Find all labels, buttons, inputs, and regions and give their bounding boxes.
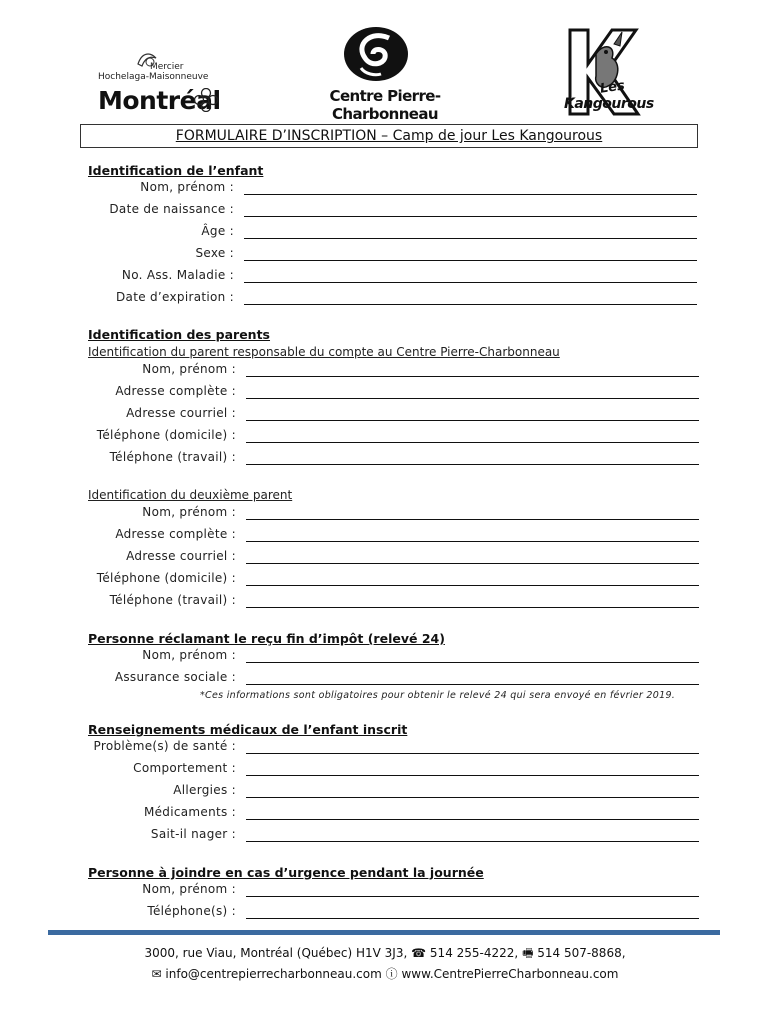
field-label: Téléphone (domicile) : bbox=[96, 571, 236, 585]
centre-logo bbox=[305, 24, 465, 124]
field-label: Nom, prénom : bbox=[142, 882, 236, 896]
field-label: Comportement : bbox=[133, 761, 236, 775]
info-icon: ⓘ bbox=[385, 967, 398, 981]
field-label: Assurance sociale : bbox=[114, 670, 236, 684]
field-input-line[interactable] bbox=[246, 819, 699, 820]
field-input-line[interactable] bbox=[246, 585, 699, 586]
form-field-row bbox=[0, 180, 770, 198]
field-label: Médicaments : bbox=[143, 805, 236, 819]
form-field-row bbox=[0, 406, 770, 424]
email-icon: ✉ bbox=[151, 967, 162, 981]
field-input-line[interactable] bbox=[246, 662, 699, 663]
field-input-line[interactable] bbox=[246, 918, 699, 919]
field-input-line[interactable] bbox=[244, 194, 697, 195]
section-heading-urgence: Personne à joindre en cas d’urgence pendant la journée bbox=[88, 865, 484, 880]
field-label: Adresse courriel : bbox=[126, 549, 236, 563]
field-label: Nom, prénom : bbox=[142, 362, 236, 376]
field-label: No. Ass. Maladie : bbox=[121, 268, 234, 282]
field-input-line[interactable] bbox=[244, 282, 697, 283]
field-label: Téléphone (travail) : bbox=[109, 593, 236, 607]
montreal-name: Montréal bbox=[98, 86, 221, 115]
field-input-line[interactable] bbox=[244, 260, 697, 261]
form-field-row bbox=[0, 268, 770, 286]
kangourous-line2: Kangourous bbox=[564, 96, 654, 112]
fax-icon: 🖷 bbox=[522, 946, 534, 960]
footer bbox=[0, 943, 770, 985]
footer-line2 bbox=[0, 964, 770, 985]
form-field-row bbox=[0, 739, 770, 757]
footer-email[interactable]: info@centrepierrecharbonneau.com bbox=[165, 967, 382, 981]
footer-bar bbox=[48, 930, 720, 935]
kangourous-line1: Les bbox=[599, 78, 626, 97]
field-input-line[interactable] bbox=[246, 841, 699, 842]
centre-swirl-icon bbox=[341, 24, 411, 84]
montreal-logo bbox=[98, 48, 223, 118]
impot-note: *Ces informations sont obligatoires pour obtenir le relevé 24 qui sera envoyé en février 2019. bbox=[200, 690, 676, 701]
field-label: Adresse complète : bbox=[115, 384, 236, 398]
centre-name: Centre Pierre-Charbonneau bbox=[329, 87, 441, 123]
footer-address: 3000, rue Viau, Montréal (Québec) H1V 3J3, bbox=[144, 946, 408, 960]
parent1-heading: Identification du parent responsable du compte au Centre Pierre-Charbonneau bbox=[88, 345, 560, 359]
field-input-line[interactable] bbox=[246, 896, 699, 897]
form-field-row bbox=[0, 202, 770, 220]
form-field-row bbox=[0, 450, 770, 468]
form-field-row bbox=[0, 593, 770, 611]
section-heading-impot: Personne réclamant le reçu fin d’impôt (relevé 24) bbox=[88, 631, 445, 646]
field-label: Téléphone (travail) : bbox=[109, 450, 236, 464]
field-input-line[interactable] bbox=[246, 519, 699, 520]
form-field-row bbox=[0, 224, 770, 242]
footer-line1 bbox=[0, 943, 770, 964]
form-field-row bbox=[0, 783, 770, 801]
field-label: Sait-il nager : bbox=[150, 827, 236, 841]
field-input-line[interactable] bbox=[244, 216, 697, 217]
form-field-row bbox=[0, 362, 770, 380]
form-title-box bbox=[80, 124, 698, 148]
form-field-row bbox=[0, 761, 770, 779]
field-label: Téléphone (domicile) : bbox=[96, 428, 236, 442]
form-field-row bbox=[0, 904, 770, 922]
form-field-row bbox=[0, 882, 770, 900]
field-input-line[interactable] bbox=[246, 541, 699, 542]
field-label: Date d’expiration : bbox=[116, 290, 234, 304]
field-label: Date de naissance : bbox=[109, 202, 234, 216]
field-label: Adresse courriel : bbox=[126, 406, 236, 420]
form-field-row bbox=[0, 549, 770, 567]
field-input-line[interactable] bbox=[246, 376, 699, 377]
form-field-row bbox=[0, 505, 770, 523]
field-input-line[interactable] bbox=[246, 775, 699, 776]
field-input-line[interactable] bbox=[246, 464, 699, 465]
montreal-line1: Mercier bbox=[150, 62, 184, 72]
logo-header bbox=[0, 20, 770, 123]
footer-web[interactable]: www.CentrePierreCharbonneau.com bbox=[401, 967, 619, 981]
field-label: Nom, prénom : bbox=[142, 505, 236, 519]
section-heading-parents: Identification des parents bbox=[88, 327, 271, 342]
form-title: FORMULAIRE D’INSCRIPTION – Camp de jour Les Kangourous bbox=[175, 128, 603, 144]
field-label: Nom, prénom : bbox=[140, 180, 234, 194]
footer-phone: 514 255-4222, bbox=[429, 946, 519, 960]
phone-icon: ☎ bbox=[411, 946, 427, 960]
montreal-line2: Hochelaga-Maisonneuve bbox=[98, 72, 209, 82]
field-label: Sexe : bbox=[195, 246, 234, 260]
form-field-row bbox=[0, 290, 770, 308]
montreal-flower-icon bbox=[194, 88, 218, 112]
form-field-row bbox=[0, 670, 770, 688]
form-field-row bbox=[0, 527, 770, 545]
field-label: Nom, prénom : bbox=[142, 648, 236, 662]
field-input-line[interactable] bbox=[246, 398, 699, 399]
form-field-row bbox=[0, 428, 770, 446]
field-input-line[interactable] bbox=[246, 420, 699, 421]
field-input-line[interactable] bbox=[244, 238, 697, 239]
field-input-line[interactable] bbox=[246, 442, 699, 443]
form-field-row bbox=[0, 384, 770, 402]
field-label: Allergies : bbox=[173, 783, 236, 797]
form-field-row bbox=[0, 805, 770, 823]
field-label: Adresse complète : bbox=[115, 527, 236, 541]
kangourous-logo bbox=[556, 24, 660, 124]
field-input-line[interactable] bbox=[246, 684, 699, 685]
footer-fax: 514 507-8868, bbox=[537, 946, 626, 960]
section-heading-medical: Renseignements médicaux de l’enfant inscrit bbox=[88, 722, 408, 737]
field-input-line[interactable] bbox=[244, 304, 697, 305]
form-field-row bbox=[0, 827, 770, 845]
form-field-row bbox=[0, 571, 770, 589]
form-field-row bbox=[0, 246, 770, 264]
section-heading-enfant: Identification de l’enfant bbox=[88, 163, 264, 178]
field-input-line[interactable] bbox=[246, 753, 699, 754]
form-field-row bbox=[0, 648, 770, 666]
parent2-heading: Identification du deuxième parent bbox=[88, 488, 293, 502]
field-input-line[interactable] bbox=[246, 797, 699, 798]
field-input-line[interactable] bbox=[246, 607, 699, 608]
field-label: Problème(s) de santé : bbox=[93, 739, 236, 753]
field-label: Téléphone(s) : bbox=[147, 904, 236, 918]
field-input-line[interactable] bbox=[246, 563, 699, 564]
field-label: Âge : bbox=[201, 224, 234, 238]
